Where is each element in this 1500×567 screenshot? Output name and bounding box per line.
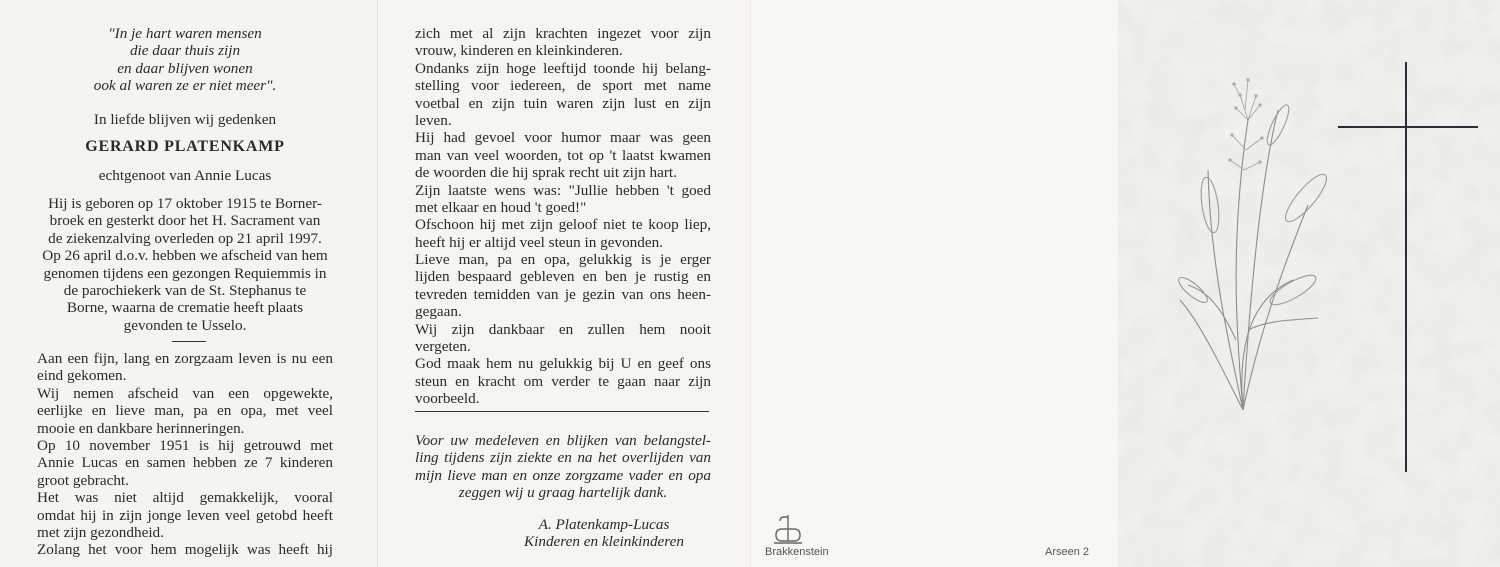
thanks-line: Voor uw medeleven en blijken van belangstel- xyxy=(415,432,711,449)
front-illustration xyxy=(1118,0,1500,567)
bio-line: genomen tijdens een gezongen Requiemmis in xyxy=(43,264,327,282)
story-line: Zolang het voor hem mogelijk was heeft hij xyxy=(37,541,333,559)
section-divider xyxy=(172,341,206,342)
motto-line: "In je hart waren mensen xyxy=(108,25,262,42)
story-line: omdat hij in zijn jonge leven veel getobd heeft xyxy=(37,506,333,524)
card-panel-back xyxy=(750,0,1118,567)
bio-line: de ziekenzalving overleden op 21 april 1997. xyxy=(48,229,322,247)
card-panel-middle xyxy=(378,0,750,567)
life-story-block xyxy=(37,350,333,559)
printer-name: Brakkenstein xyxy=(765,546,829,558)
spouse-line: echtgenoot van Annie Lucas xyxy=(98,167,272,184)
story-line: met elkaar en houd 't goed!" xyxy=(415,198,587,216)
design-code: Arseen 2 xyxy=(1045,546,1090,558)
thanks-line: zeggen wij u graag hartelijk dank. xyxy=(458,484,668,502)
story-line: Wij nemen afscheid van een opgewekte, xyxy=(37,384,333,402)
story-line: man van veel woorden, tot op 't laatst kwamen xyxy=(415,146,711,164)
story-line: steun en kracht om verder te gaan naar zijn xyxy=(415,372,711,390)
motto-line: en daar blijven wonen xyxy=(117,59,253,77)
bio-line: broek en gesterkt door het H. Sacrament van xyxy=(49,212,321,230)
story-line: Wij zijn dankbaar en zullen hem nooit xyxy=(415,320,711,338)
motto-line: ook al waren ze er niet meer". xyxy=(93,77,277,95)
story-line: Op 10 november 1951 is hij getrouwd met xyxy=(37,436,333,454)
story-line: eerlijke en lieve man, pa en opa, met veel xyxy=(37,402,333,420)
thanks-line: mijn lieve man en onze zorgzame vader en opa xyxy=(415,466,711,484)
card-panel-left xyxy=(0,0,378,567)
story-line: gegaan. xyxy=(415,303,462,321)
life-story-continued xyxy=(415,25,711,408)
story-line: vrouw, kinderen en kleinkinderen. xyxy=(415,42,623,60)
signature-line: A. Platenkamp-Lucas xyxy=(538,516,670,533)
story-line: Aan een fijn, lang en zorgzaam leven is nu een xyxy=(37,350,333,367)
bio-line: Borne, waarna de crematie heeft plaats xyxy=(66,299,304,317)
deceased-name: GERARD PLATENKAMP xyxy=(85,138,285,155)
bio-line: Hij is geboren op 17 oktober 1915 te Borner- xyxy=(48,195,322,212)
bio-line: gevonden te Usselo. xyxy=(123,316,247,334)
story-line: Ofschoon hij met zijn geloof niet te koop liep, xyxy=(415,216,711,234)
story-line: Zijn laatste wens was: "Jullie hebben 't goed xyxy=(415,181,711,199)
story-line: Annie Lucas en samen hebben ze 7 kinderen xyxy=(37,454,333,472)
printer-logo-icon xyxy=(768,513,808,545)
story-line: groot gebracht. xyxy=(37,471,129,489)
story-line: vergeten. xyxy=(415,338,471,356)
story-line: eind gekomen. xyxy=(37,367,127,385)
story-line: Het was niet altijd gemakkelijk, vooral xyxy=(37,489,333,507)
story-line: voorbeeld. xyxy=(415,390,480,408)
motto-line: die daar thuis zijn xyxy=(129,42,241,60)
story-line: de woorden die hij sprak recht uit zijn hart. xyxy=(415,164,677,182)
story-line: Lieve man, pa en opa, gelukkig is je erger xyxy=(415,251,711,269)
story-line: met zijn gezondheid. xyxy=(37,523,164,541)
story-line: lijden bespaard gebleven en ben je rustig en xyxy=(415,268,711,286)
in-memoriam-line: In liefde blijven wij gedenken xyxy=(93,111,277,128)
story-line: mooie en dankbare herinneringen. xyxy=(37,419,245,437)
story-line: Ondanks zijn hoge leeftijd toonde hij belang- xyxy=(415,59,711,77)
bio-line: de parochiekerk van de St. Stephanus te xyxy=(63,281,307,299)
section-divider xyxy=(415,411,709,412)
thanks-line: ling tijdens zijn ziekte en na het overlijden van xyxy=(415,449,711,467)
story-line: voetbal en zijn tuin waren zijn lust en zijn xyxy=(415,94,711,112)
story-line: Hij had gevoel voor humor maar was geen xyxy=(415,129,711,147)
story-line: tevreden temidden van je gezin van ons heen- xyxy=(415,285,711,303)
card-front-cover xyxy=(1118,0,1500,567)
bio-line: Op 26 april d.o.v. hebben we afscheid van hem xyxy=(42,247,328,265)
story-line: God maak hem nu gelukkig bij U en geef ons xyxy=(415,355,711,373)
biography-block xyxy=(37,195,333,334)
signature-line: Kinderen en kleinkinderen xyxy=(524,533,684,551)
motto-poem xyxy=(40,25,330,95)
story-line: zich met al zijn krachten ingezet voor zijn xyxy=(415,25,711,42)
story-line: leven. xyxy=(415,111,452,129)
story-line: stelling voor iedereen, de sport met name xyxy=(415,77,711,95)
signature-block xyxy=(498,516,710,551)
marble-texture xyxy=(1118,0,1500,567)
story-line: heeft hij er altijd veel steun in gevonden. xyxy=(415,233,663,251)
thanks-block xyxy=(415,432,711,502)
